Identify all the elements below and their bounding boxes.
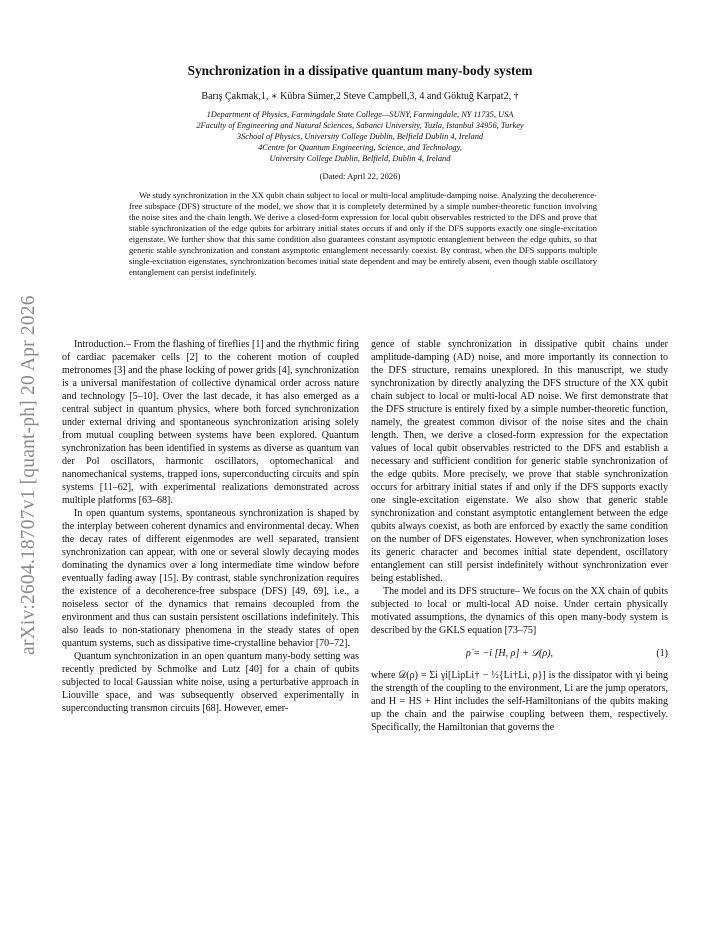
- affiliation-4: 4Centre for Quantum Engineering, Science, and Technology,: [258, 143, 462, 152]
- paper-title: Synchronization in a dissipative quantum many-body system: [187, 63, 533, 78]
- paragraph-continuation: gence of stable synchronization in dissipative qubit chains under amplitude-damping (AD) noise, and more importantly its connection to the DFS structure, remains unexplored. In this manuscript, we study synchronization by directly analyzing the DFS structure of the XX qubit chain subject to local or multi-local AD noise. We first demonstrate that the DFS structure is entirely fixed by a simple number-theoretic function, namely, the greatest common divisor of the noise sites and the chain length. Then, we derive a closed-form expression for the expectation values of local qubit observables restricted to the DFS and establish a necessary and sufficient condition for generic stable synchronization of the edge qubits. More precisely, we prove that stable synchronization occurs for arbitrary initial states if and only if the DFS supports exactly one single-excitation eigenstate. We also show that generic stable synchronization and constant asymptotic entanglement between the edge qubits always coexist, as both are enforced by exactly the same condition on the number of DFS eigenstates. However, when synchronization loses its generic character and becomes initial state dependent, oscillatory entanglement can still persist indefinitely without synchronization ever being established.: [371, 339, 668, 584]
- abstract: We study synchronization in the XX qubit chain subject to local or multi-local amplitude-damping noise. Analyzing the decoherence-free subspace (DFS) structure of the model, we show that it is completely determined by a simple number-theoretic function involving the noise sites and the chain length. We derive a closed-form expression for local qubit observables restricted to the DFS and prove that stable synchronization of the edge qubits for arbitrary initial states occurs if and only if the DFS supports exactly one single-excitation eigenstate. We further show that this same condition also guarantees constant asymptotic entanglement between the edge qubits, so that generic stable synchronization and constant asymptotic entanglement necessarily coexist. By contrast, when the DFS supports multiple single-excitation eigenstates, synchronization becomes initial state dependent and may be entirely absent, even though stable oscillatory entanglement can persist indefinitely.: [129, 190, 597, 278]
- affiliation-4-cont: University College Dublin, Belfield, Dublin 4, Ireland: [269, 154, 451, 163]
- paragraph-introduction: Introduction.– From the flashing of fireflies [1] and the rhythmic firing of cardiac pacemaker cells [2] to the coherent motion of coupled metronomes [3] and the phase locking of power grids [4], synchronization is a universal manifestation of collective dynamical order across nature and technology [5–10]. Over the last decade, it has also emerged as a central subject in quantum physics, where both forced synchronization under external driving and spontaneous synchronization arising solely from mutual coupling between systems have been explored. Quantum synchronization has been identified in systems as diverse as quantum van der Pol oscillators, harmonic oscillators, optomechanical and nanomechanical systems, trapped ions, superconducting circuits and spin systems [11–62], with experimental realizations demonstrated across multiple platforms [63–68].: [62, 339, 359, 506]
- affiliations: [60, 109, 660, 164]
- affiliation-2: 2Faculty of Engineering and Natural Sciences, Sabanci University, Tuzla, Istanbul 34956, Turkey: [196, 121, 524, 130]
- equation-expression: ρ̇ = −i [H, ρ] + 𝒟(ρ),: [465, 647, 554, 659]
- date-line: (Dated: April 22, 2026): [319, 171, 401, 181]
- affiliation-1: 1Department of Physics, Farmingdale State College—SUNY, Farmingdale, NY 11735, USA: [206, 110, 514, 119]
- arxiv-identifier-stamp: arXiv:2604.18707v1 [quant-ph] 20 Apr 2026: [18, 295, 39, 655]
- paragraph-many-body: Quantum synchronization in an open quantum many-body setting was recently predicted by Schmolke and Lutz [40] for a chain of qubits subjected to local Gaussian white noise, using a perturbative approach in Liouville space, and was subsequently observed experimentally in superconducting transmon circuits [68]. However, emer-: [62, 651, 359, 714]
- right-column: [371, 338, 668, 734]
- paragraph-model: The model and its DFS structure– We focus on the XX chain of qubits subjected to local or multi-local AD noise. Under certain physically motivated assumptions, the dynamics of this open many-body system is described by the GKLS equation [73–75]: [371, 586, 668, 636]
- author-list: [60, 91, 660, 102]
- paragraph-dissipator: where 𝒟(ρ) = Σi γi[LiρLi† − ½{Li†Li, ρ}] is the dissipator with γi being the strength of the coupling to the environment, Li are the jump operators, and H = HS + Hint includes the self-Hamiltonians of the qubits making up the chain and the pairwise coupling between them, respectively. Specifically, the Hamiltonian that governs the: [371, 670, 668, 733]
- equation-number: (1): [656, 647, 668, 659]
- left-column: [62, 338, 359, 715]
- affiliation-3: 3School of Physics, University College Dublin, Belfield Dublin 4, Ireland: [236, 132, 484, 141]
- author-names: Barış Çakmak,1, ∗ Kübra Sümer,2 Steve Campbell,3, 4 and Göktuğ Karpat2, †: [201, 91, 519, 102]
- paragraph-open-systems: In open quantum systems, spontaneous synchronization is shaped by the interplay between coherent dynamics and environmental decay. When the decay rates of different eigenmodes are well separated, transient synchronization can appear, with one or several slowly decaying modes dominating the dynamics over a long intermediate time window before eventually fading away [15]. By contrast, stable synchronization requires the existence of a decoherence-free subspace (DFS) [49, 69], i.e., a noiseless sector of the dynamics that remains decoupled from the environment and thus can sustain persistent oscillations indefinitely. This also leads to non-stationary phenomena in the steady states of open quantum systems, such as dissipative time-crystalline behavior [70–72].: [62, 508, 359, 649]
- equation-1: [371, 645, 668, 661]
